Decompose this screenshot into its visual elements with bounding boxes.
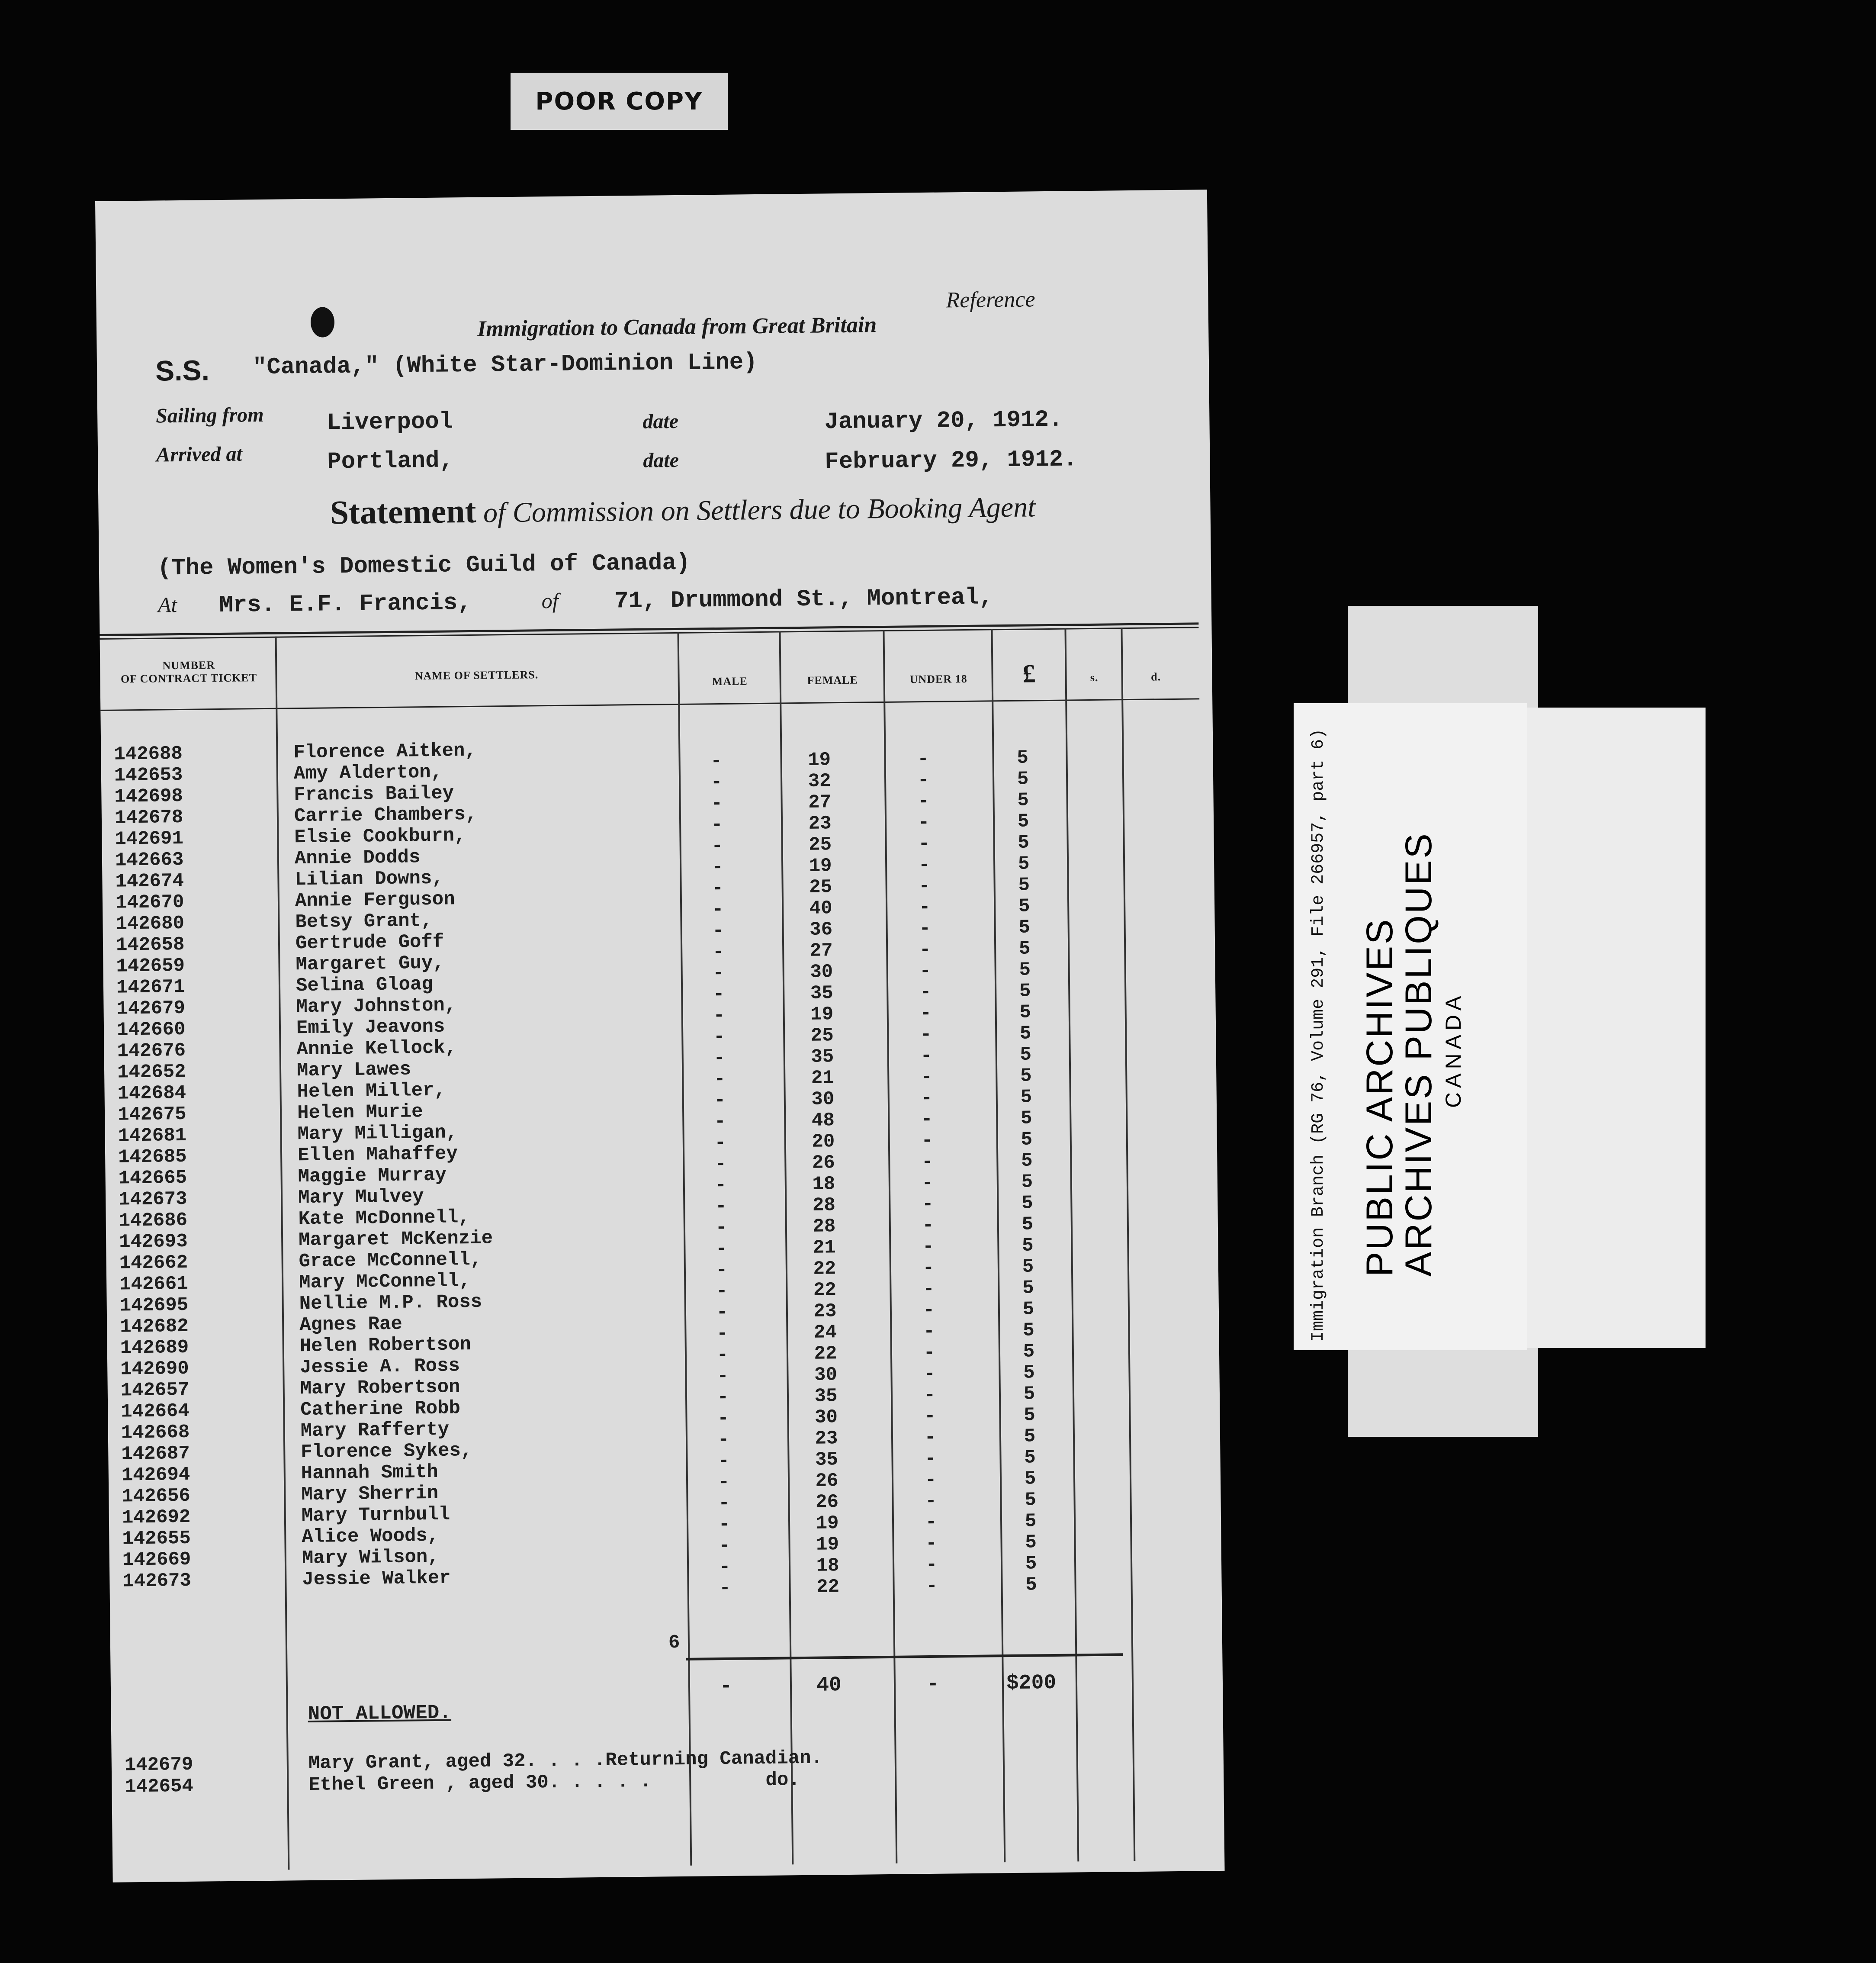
settler-name: Agnes Rae (299, 1313, 403, 1336)
settler-ticket: 142692 (122, 1506, 191, 1529)
settler-female: 36 (810, 919, 833, 941)
settler-under18: - (925, 1532, 938, 1555)
settler-female: 22 (813, 1279, 837, 1301)
settler-male: - (715, 1174, 727, 1197)
settler-amount: 5 (1018, 917, 1031, 939)
settler-ticket: 142688 (114, 743, 183, 766)
settler-name: Jessie A. Ross (299, 1355, 460, 1379)
settler-amount: 5 (1024, 1468, 1036, 1490)
settler-under18: - (924, 1384, 936, 1406)
settler-amount: 5 (1020, 1044, 1032, 1066)
document-heading: Immigration to Canada from Great Britain (477, 312, 877, 341)
col-head-shillings: s. (1090, 671, 1099, 684)
settler-ticket: 142685 (118, 1146, 187, 1168)
settler-male: - (714, 1089, 726, 1112)
settler-ticket: 142689 (120, 1336, 189, 1359)
settler-male: - (714, 1153, 726, 1175)
settler-under18: - (922, 1193, 934, 1216)
sailing-date-value: January 20, 1912. (824, 406, 1063, 436)
settler-male: - (719, 1556, 731, 1578)
settler-name: Mary Johnston, (296, 994, 456, 1018)
settler-male: - (714, 1110, 726, 1133)
settler-amount: 5 (1019, 1001, 1031, 1023)
settler-ticket: 142673 (118, 1188, 187, 1211)
settler-female: 23 (808, 813, 832, 835)
settler-amount: 5 (1022, 1319, 1034, 1342)
settler-amount: 5 (1020, 1107, 1032, 1130)
settler-under18: - (925, 1490, 937, 1512)
settler-name: Grace McConnell, (299, 1249, 482, 1273)
settler-ticket: 142686 (119, 1209, 188, 1232)
settler-name: Carrie Chambers, (294, 803, 477, 827)
settler-female: 26 (815, 1491, 839, 1513)
settler-amount: 5 (1021, 1171, 1033, 1193)
settler-under18: - (919, 875, 931, 898)
settler-ticket: 142691 (115, 827, 184, 850)
settler-ticket: 142679 (116, 997, 186, 1020)
settler-ticket: 142673 (122, 1570, 192, 1593)
settler-name: Elsie Cookburn, (294, 825, 466, 849)
arrival-date-label: date (643, 448, 679, 472)
ship-name: "Canada," (White Star-Dominion Line) (252, 349, 758, 381)
settler-ticket: 142694 (121, 1464, 190, 1487)
settler-male: - (713, 983, 725, 1006)
settler-name: Hannah Smith (301, 1461, 438, 1485)
settler-name: Florence Sykes, (301, 1440, 472, 1464)
settler-amount: 5 (1017, 768, 1029, 790)
settler-amount: 5 (1025, 1532, 1037, 1554)
settler-ticket: 142684 (117, 1082, 186, 1105)
settler-female: 28 (812, 1194, 836, 1216)
settler-amount: 5 (1020, 1065, 1032, 1087)
settler-name: Annie Kellock, (296, 1037, 457, 1061)
settler-name: Emily Jeavons (296, 1016, 445, 1039)
settler-female: 48 (811, 1110, 835, 1132)
arrival-date-value: February 29, 1912. (825, 446, 1077, 476)
agent-line (157, 583, 993, 619)
agent-prefix: At (157, 592, 177, 617)
settler-female: 25 (809, 876, 832, 898)
settler-amount: 5 (1025, 1574, 1038, 1596)
archive-line-3: CANADA (1441, 991, 1465, 1108)
settler-amount: 5 (1017, 811, 1029, 833)
settler-male: - (712, 877, 724, 900)
settler-ticket: 142665 (118, 1167, 187, 1190)
settler-male: - (715, 1216, 727, 1239)
settler-amount: 5 (1021, 1192, 1033, 1214)
settler-female: 26 (815, 1470, 838, 1492)
settler-name: Mary Milligan, (297, 1122, 458, 1146)
settler-under18: - (920, 1023, 932, 1046)
document-sheet (95, 190, 1225, 1883)
settler-ticket: 142652 (117, 1061, 186, 1084)
settler-amount: 5 (1021, 1150, 1033, 1172)
settler-name: Margaret Guy, (296, 952, 445, 976)
settler-under18: - (923, 1320, 935, 1343)
settler-ticket: 142687 (121, 1442, 190, 1465)
settler-amount: 5 (1018, 874, 1030, 896)
settler-male: - (711, 814, 723, 836)
settler-female: 18 (812, 1173, 835, 1195)
ss-label: S.S. (155, 354, 210, 387)
settler-under18: - (918, 790, 930, 813)
settler-under18: - (921, 1087, 933, 1110)
settler-under18: - (917, 769, 929, 792)
settler-male: - (718, 1492, 730, 1515)
settler-ticket: 142663 (115, 849, 184, 872)
settler-ticket: 142668 (121, 1421, 190, 1444)
settler-under18: - (925, 1469, 937, 1491)
not-allowed-entry: Ethel Green , aged 30. . . . . do. (308, 1769, 800, 1796)
settler-male: - (711, 835, 723, 857)
settler-ticket: 142676 (117, 1039, 186, 1062)
archive-reference: Immigration Branch (RG 76, Volume 291, File 266957, part 6) (1309, 728, 1328, 1342)
settler-amount: 5 (1023, 1341, 1035, 1363)
settler-female: 30 (814, 1406, 838, 1429)
settler-name: Jessie Walker (302, 1567, 451, 1591)
settler-under18: - (921, 1151, 933, 1173)
settler-ticket: 142690 (120, 1358, 189, 1381)
settler-male: - (717, 1407, 729, 1430)
not-allowed-ticket: 142654 (125, 1775, 194, 1798)
not-allowed-ticket: 142679 (124, 1754, 193, 1776)
settler-name: Mary Sherrin (301, 1482, 439, 1506)
settler-female: 21 (813, 1237, 836, 1259)
settler-name: Mary Robertson (300, 1376, 460, 1400)
settler-male: - (712, 941, 724, 963)
punch-hole (311, 307, 335, 338)
settler-under18: - (920, 1045, 932, 1067)
settler-amount: 5 (1024, 1426, 1036, 1448)
settler-amount: 5 (1022, 1256, 1034, 1278)
settler-male: - (717, 1365, 729, 1387)
settler-name: Catherine Robb (300, 1397, 461, 1421)
settler-male: - (719, 1535, 731, 1557)
settler-ticket: 142659 (116, 955, 185, 978)
settler-amount: 5 (1022, 1213, 1034, 1236)
settler-amount: 5 (1023, 1383, 1035, 1405)
settler-amount: 5 (1020, 1086, 1032, 1108)
col-head-female: FEMALE (807, 673, 858, 687)
settler-under18: - (926, 1575, 938, 1597)
settler-female: 35 (811, 1046, 834, 1068)
settler-female: 22 (813, 1258, 836, 1280)
settler-male: - (711, 856, 723, 879)
settler-male: - (716, 1323, 728, 1345)
settler-male: - (718, 1513, 730, 1536)
settler-female: 22 (814, 1343, 837, 1365)
settler-amount: 5 (1024, 1404, 1035, 1426)
settler-male: - (717, 1386, 729, 1409)
settler-name: Mary Rafferty (300, 1419, 450, 1442)
poor-copy-label: POOR COPY (511, 73, 728, 130)
settler-amount: 5 (1018, 853, 1030, 875)
settler-amount: 5 (1019, 980, 1031, 1002)
settler-female: 19 (807, 749, 831, 771)
settler-ticket: 142662 (119, 1252, 188, 1274)
settler-name: Margaret McKenzie (298, 1227, 493, 1252)
settler-under18: - (918, 833, 930, 855)
settler-amount: 5 (1022, 1298, 1034, 1320)
settler-under18: - (924, 1405, 936, 1428)
settler-ticket: 142671 (116, 976, 185, 999)
settler-ticket: 142660 (116, 1018, 186, 1041)
total-under18: - (926, 1672, 939, 1696)
statement-lead: Statement (330, 492, 476, 531)
settler-ticket: 142675 (117, 1103, 186, 1126)
settler-name: Lilian Downs, (295, 867, 443, 891)
settler-name: Kate McDonnell, (298, 1207, 470, 1230)
archive-line-2: ARCHIVES PUBLIQUES (1398, 832, 1439, 1277)
col-head-pounds: £ (1022, 659, 1036, 688)
settler-male: - (714, 1132, 726, 1154)
settler-name: Helen Miller, (297, 1079, 446, 1103)
settler-female: 23 (815, 1428, 838, 1450)
settler-male: - (711, 792, 723, 815)
settler-under18: - (922, 1278, 935, 1300)
settler-amount: 5 (1022, 1277, 1034, 1299)
settler-male: - (712, 898, 724, 921)
settler-amount: 5 (1019, 959, 1031, 981)
settler-female: 30 (814, 1364, 838, 1386)
settler-female: 27 (810, 940, 833, 962)
settler-male: - (716, 1301, 728, 1324)
col-head-male: MALE (712, 675, 748, 688)
agent-address: 71, Drummond St., Montreal, (614, 584, 993, 615)
settler-name: Ellen Mahaffey (297, 1143, 458, 1167)
settler-female: 35 (815, 1449, 838, 1471)
agent-name: Mrs. E.F. Francis, (219, 589, 472, 619)
settler-under18: - (921, 1130, 933, 1152)
settler-amount: 5 (1021, 1129, 1033, 1151)
settler-under18: - (924, 1363, 935, 1385)
settler-male: - (719, 1577, 731, 1599)
arrived-at-value: Portland, (327, 447, 454, 476)
settler-amount: 5 (1017, 747, 1029, 769)
settler-male: - (713, 962, 725, 985)
settler-female: 25 (809, 834, 832, 856)
settler-male: - (710, 750, 723, 772)
settler-name: Amy Alderton, (293, 761, 443, 785)
not-allowed-label: NOT ALLOWED. (308, 1701, 452, 1726)
archive-card-text (1294, 703, 1527, 1350)
settler-under18: - (923, 1342, 935, 1364)
settler-male: - (718, 1471, 730, 1493)
settler-amount: 5 (1025, 1510, 1037, 1532)
settler-name: Mary Mulvey (298, 1186, 424, 1209)
settler-female: 18 (816, 1555, 839, 1577)
settler-name: Helen Murie (297, 1101, 423, 1124)
settler-under18: - (919, 917, 931, 940)
archive-card (1294, 703, 1527, 1350)
settler-name: Betsy Grant, (295, 910, 433, 933)
settler-male: - (713, 1026, 725, 1048)
settler-female: 20 (812, 1131, 835, 1153)
settler-under18: - (921, 1108, 933, 1131)
settler-name: Gertrude Goff (295, 931, 444, 955)
settler-female: 35 (814, 1385, 838, 1407)
of-label: of (541, 588, 559, 613)
settler-female: 32 (808, 770, 831, 792)
settler-male: - (716, 1280, 728, 1303)
settler-ticket: 142680 (116, 912, 185, 935)
settler-under18: - (925, 1448, 937, 1470)
archive-card-flap (1527, 708, 1706, 1348)
settler-ticket: 142670 (115, 891, 184, 914)
settler-under18: - (917, 748, 929, 770)
settler-name: Helen Robertson (299, 1334, 472, 1358)
settlers-table (101, 733, 1209, 1631)
settler-ticket: 142657 (120, 1379, 190, 1402)
settler-under18: - (922, 1172, 934, 1194)
settler-under18: - (925, 1511, 937, 1534)
settler-under18: - (923, 1299, 935, 1322)
settler-ticket: 142655 (122, 1527, 191, 1550)
settler-ticket: 142656 (122, 1485, 191, 1508)
total-male: - (720, 1674, 732, 1699)
header-rule-bottom (100, 698, 1199, 711)
col-head-ticket (104, 658, 273, 686)
settler-amount: 5 (1025, 1553, 1037, 1575)
settler-ticket: 142669 (122, 1548, 191, 1571)
settler-female: 22 (816, 1576, 840, 1598)
settler-name: Francis Bailey (294, 782, 454, 806)
settler-female: 30 (810, 961, 833, 983)
sailing-from-label: Sailing from (155, 403, 264, 428)
settler-amount: 5 (1022, 1235, 1034, 1257)
arrived-at-label: Arrived at (156, 442, 243, 467)
settler-name: Florence Aitken, (293, 740, 477, 764)
settler-female: 24 (813, 1322, 837, 1344)
settler-male: - (710, 771, 723, 794)
settler-amount: 5 (1019, 1023, 1031, 1045)
settler-amount: 5 (1025, 1489, 1037, 1511)
settler-female: 28 (813, 1216, 836, 1238)
settler-male: - (715, 1195, 727, 1218)
settler-female: 25 (810, 1025, 834, 1047)
settler-male: - (713, 1068, 726, 1091)
settler-amount: 5 (1018, 895, 1030, 917)
settler-name: Mary McConnell, (299, 1270, 471, 1294)
settler-name: Mary Wilson, (302, 1546, 439, 1570)
total-amount: $200 (1006, 1671, 1057, 1696)
settler-under18: - (919, 960, 932, 982)
settler-ticket: 142653 (114, 764, 183, 787)
settler-ticket: 142674 (115, 870, 184, 893)
settler-under18: - (922, 1236, 934, 1258)
col-head-name: NAME OF SETTLERS. (414, 668, 539, 682)
col-head-ticket-line1: NUMBER (162, 659, 215, 672)
settler-name: Annie Dodds (294, 846, 421, 870)
col-head-under18: UNDER 18 (909, 672, 967, 686)
settler-male: - (713, 1047, 726, 1069)
sailing-date-label: date (642, 409, 679, 433)
settler-under18: - (919, 981, 932, 1004)
settler-female: 19 (810, 1004, 834, 1026)
settler-female: 19 (816, 1512, 839, 1535)
settler-under18: - (920, 1066, 932, 1088)
settler-female: 19 (816, 1534, 839, 1556)
statement-rest: of Commission on Settlers due to Booking Agent (483, 491, 1036, 529)
settler-female: 23 (813, 1300, 837, 1323)
settler-female: 30 (811, 1088, 835, 1110)
settler-under18: - (922, 1214, 934, 1237)
settler-male: - (713, 1004, 725, 1027)
settler-ticket: 142661 (119, 1273, 188, 1296)
settler-name: Alice Woods, (302, 1525, 439, 1548)
settler-ticket: 142681 (118, 1124, 187, 1147)
settler-amount: 5 (1018, 938, 1031, 960)
settler-ticket: 142678 (114, 806, 183, 829)
settler-name: Maggie Murray (298, 1164, 447, 1188)
settler-ticket: 142695 (119, 1294, 189, 1317)
settler-amount: 5 (1018, 832, 1030, 854)
settler-amount: 5 (1017, 789, 1029, 811)
settler-male: - (718, 1450, 730, 1472)
settler-under18: - (924, 1426, 936, 1449)
settler-female: 21 (811, 1067, 834, 1089)
total-rule (686, 1653, 1123, 1661)
settler-ticket: 142693 (119, 1230, 188, 1253)
settler-under18: - (919, 939, 931, 961)
statement-title (330, 486, 1036, 532)
guild-name: (The Women's Domestic Guild of Canada) (157, 550, 691, 582)
col-head-pence: d. (1151, 670, 1161, 683)
settler-under18: - (919, 896, 931, 919)
sailing-from-value: Liverpool (327, 409, 453, 437)
settler-name: Annie Ferguson (295, 888, 455, 912)
settler-male: - (716, 1344, 729, 1366)
settler-amount: 5 (1024, 1447, 1036, 1469)
settler-under18: - (925, 1554, 938, 1576)
settler-name: Mary Lawes (296, 1059, 411, 1082)
settler-female: 26 (812, 1152, 835, 1174)
total-female: 40 (816, 1673, 842, 1697)
settler-female: 35 (810, 982, 833, 1004)
settler-ticket: 142698 (114, 785, 183, 808)
settler-ticket: 142682 (119, 1315, 189, 1338)
settler-female: 27 (808, 792, 832, 814)
settler-amount: 5 (1023, 1362, 1035, 1384)
col-head-ticket-line2: OF CONTRACT TICKET (120, 671, 257, 685)
settler-name: Selina Gloag (296, 973, 434, 997)
settler-ticket: 142658 (116, 933, 185, 956)
settler-male: - (712, 920, 724, 942)
settler-under18: - (918, 854, 930, 876)
not-allowed-entry: Mary Grant, aged 32. . . .Returning Canadian. (308, 1747, 823, 1775)
settler-ticket: 142664 (121, 1400, 190, 1423)
settler-under18: - (918, 811, 930, 834)
settler-name: Mary Turnbull (301, 1503, 450, 1527)
settler-female: 40 (809, 898, 832, 920)
settler-under18: - (922, 1257, 935, 1279)
settler-name: Nellie M.P. Ross (299, 1291, 482, 1315)
reference-label: Reference (946, 287, 1035, 313)
settler-male: - (716, 1259, 728, 1281)
settler-male: - (717, 1429, 729, 1451)
settler-under18: - (920, 1002, 932, 1025)
subtotal-mark: 6 (668, 1632, 680, 1654)
settler-female: 19 (809, 855, 832, 877)
archive-line-1: PUBLIC ARCHIVES (1359, 917, 1401, 1277)
settler-male: - (715, 1238, 727, 1260)
